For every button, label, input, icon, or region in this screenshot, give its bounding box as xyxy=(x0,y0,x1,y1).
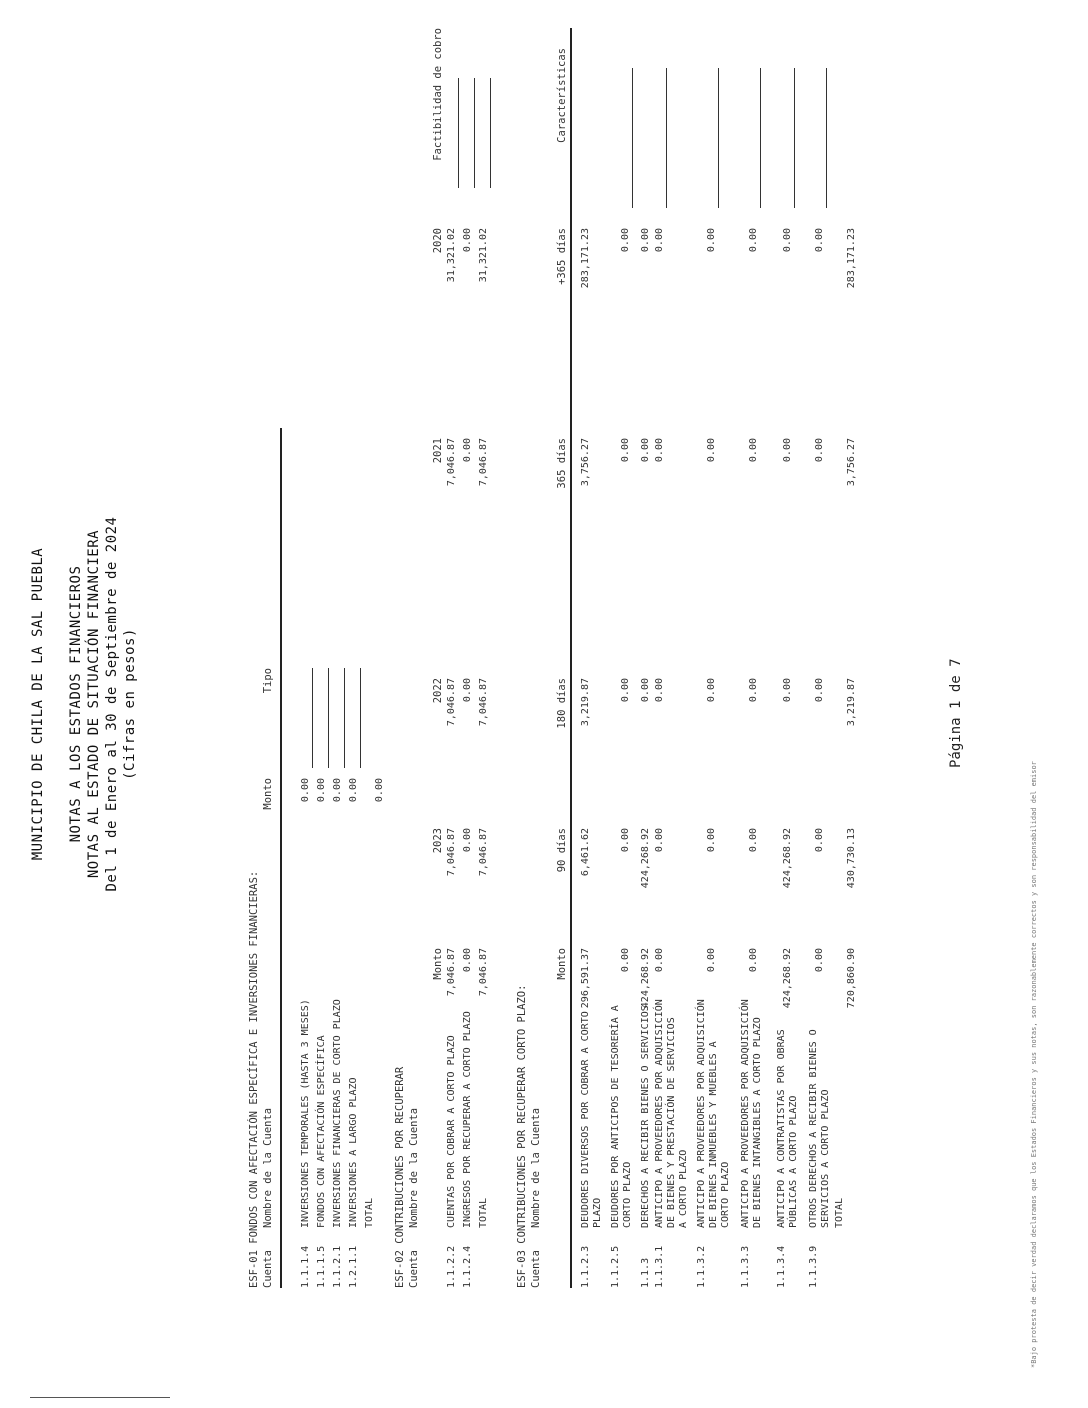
table-row-nombre: ANTICIPO A PROVEEDORES POR ADQUISICIÓN xyxy=(654,999,665,1228)
period-title: Del 1 de Enero al 30 de Septiembre de 2024 xyxy=(104,516,120,892)
cell-2023: 0.00 xyxy=(462,828,473,853)
cell-monto: 0.00 xyxy=(706,948,717,973)
cell-mas365: 283,171.23 xyxy=(580,228,591,289)
cell-180: 0.00 xyxy=(782,678,793,703)
cell-90: 0.00 xyxy=(654,828,665,853)
fill-line xyxy=(632,68,633,208)
cell-monto: 7,046.87 xyxy=(446,948,457,997)
esf01-header-rule xyxy=(280,428,282,1288)
fill-line xyxy=(360,668,361,768)
table-row-monto: 0.00 xyxy=(332,778,343,803)
esf03-header-rule xyxy=(570,28,572,1288)
table-row-nombre: DEUDORES DIVERSOS POR COBRAR A CORTO xyxy=(580,1011,591,1228)
cell-monto: 0.00 xyxy=(748,948,759,973)
cell-monto: 0.00 xyxy=(814,948,825,973)
table-row-nombre: CORTO PLAZO xyxy=(622,1161,633,1228)
table-row-nombre: ANTICIPO A PROVEEDORES POR ADQUISICIÓN xyxy=(696,999,707,1228)
table-row-nombre: FONDOS CON AFECTACIÓN ESPECÍFICA xyxy=(316,1035,327,1228)
esf03-col-monto: Monto xyxy=(556,948,568,980)
table-row-nombre: PLAZO xyxy=(592,1197,603,1228)
footer-note: *Bajo protesta de decir verdad declaramos que los Estados Financieros y sus notas, son razonablemente correctos y son responsabilidad del emisor xyxy=(1030,761,1038,1368)
esf02-col-2023: 2023 xyxy=(432,828,444,854)
table-row-nombre: DE BIENES INMUEBLES Y MUEBLES A xyxy=(708,1041,719,1228)
cell-2023: 7,046.87 xyxy=(446,828,457,877)
esf03-col-cuenta: Cuenta xyxy=(530,1250,542,1288)
cell-365: 0.00 xyxy=(782,438,793,463)
esf01-col-cuenta: Cuenta xyxy=(262,1250,274,1288)
table-row-nombre: DE BIENES INTANGIBLES A CORTO PLAZO xyxy=(752,1017,763,1228)
cell-180: 0.00 xyxy=(620,678,631,703)
esf03-col-nombre: Nombre de la Cuenta xyxy=(530,1107,542,1228)
cell-2021: 7,046.87 xyxy=(446,438,457,487)
cell-2020: 0.00 xyxy=(462,228,473,253)
fill-line xyxy=(666,68,667,208)
cell-180: 0.00 xyxy=(706,678,717,703)
cell-2022: 0.00 xyxy=(462,678,473,703)
table-row-nombre: OTROS DERECHOS A RECIBIR BIENES O xyxy=(808,1029,819,1228)
fill-line xyxy=(490,78,491,188)
cell-90: 0.00 xyxy=(620,828,631,853)
fill-line xyxy=(328,668,329,768)
cell-180: 0.00 xyxy=(640,678,651,703)
cell-365: 0.00 xyxy=(706,438,717,463)
cell-90: 0.00 xyxy=(706,828,717,853)
esf03-col-mas365: +365 días xyxy=(556,228,568,285)
table-row-cuenta: 1.1.3.9 xyxy=(808,1245,819,1288)
total-label: TOTAL xyxy=(834,1197,845,1228)
table-row-monto: 0.00 xyxy=(300,778,311,803)
cell-mas365: 0.00 xyxy=(620,228,631,253)
table-row-nombre: DE BIENES Y PRESTACIÓN DE SERVICIOS xyxy=(666,1017,677,1228)
cell-mas365: 0.00 xyxy=(654,228,665,253)
table-row-nombre: PÚBLICAS A CORTO PLAZO xyxy=(788,1095,799,1228)
esf01-col-tipo: Tipo xyxy=(262,668,274,694)
total-mas365: 283,171.23 xyxy=(846,228,857,289)
table-row-monto: 0.00 xyxy=(316,778,327,803)
esf02-col-2022: 2022 xyxy=(432,678,444,704)
table-row-nombre: CORTO PLAZO xyxy=(720,1161,731,1228)
table-row-cuenta: 1.2.1.1 xyxy=(348,1245,359,1288)
esf03-col-caracteristicas: Características xyxy=(556,48,568,143)
table-row-nombre: INGRESOS POR RECUPERAR A CORTO PLAZO xyxy=(462,1011,473,1228)
total-monto: 0.00 xyxy=(374,778,385,803)
cell-180: 0.00 xyxy=(748,678,759,703)
table-row-cuenta: 1.1.1.5 xyxy=(316,1245,327,1288)
esf02-col-monto: Monto xyxy=(432,948,444,980)
cell-mas365: 0.00 xyxy=(640,228,651,253)
cell-90: 0.00 xyxy=(748,828,759,853)
fill-line xyxy=(826,68,827,208)
total-monto: 7,046.87 xyxy=(478,948,489,997)
esf02-col-nombre: Nombre de la Cuenta xyxy=(408,1107,420,1228)
table-row-monto: 0.00 xyxy=(348,778,359,803)
table-row-cuenta: 1.1.3.1 xyxy=(654,1245,665,1288)
table-row-nombre: ANTICIPO A CONTRATISTAS POR OBRAS xyxy=(776,1029,787,1228)
fill-line xyxy=(312,668,313,768)
table-row-nombre: A CORTO PLAZO xyxy=(678,1149,689,1228)
total-2021: 7,046.87 xyxy=(478,438,489,487)
cell-365: 0.00 xyxy=(814,438,825,463)
cell-monto: 424,268.92 xyxy=(782,948,793,1009)
table-row-cuenta: 1.1.1.4 xyxy=(300,1245,311,1288)
total-monto: 720,860.90 xyxy=(846,948,857,1009)
cell-90: 6,461.62 xyxy=(580,828,591,877)
cell-365: 0.00 xyxy=(620,438,631,463)
cell-monto: 424,268.92 xyxy=(640,948,651,1009)
cell-365: 0.00 xyxy=(640,438,651,463)
units-title: (Cifras en pesos) xyxy=(122,628,138,780)
esf02-col-2021: 2021 xyxy=(432,438,444,464)
table-row-nombre: CUENTAS POR COBRAR A CORTO PLAZO xyxy=(446,1035,457,1228)
cell-mas365: 0.00 xyxy=(782,228,793,253)
cell-monto: 0.00 xyxy=(462,948,473,973)
cell-mas365: 0.00 xyxy=(748,228,759,253)
table-row-cuenta: 1.1.2.5 xyxy=(610,1245,621,1288)
cell-180: 0.00 xyxy=(814,678,825,703)
total-2023: 7,046.87 xyxy=(478,828,489,877)
table-row-cuenta: 1.1.2.1 xyxy=(332,1245,343,1288)
esf02-col-factibilidad: Factibilidad de cobro xyxy=(432,28,444,161)
table-row-nombre: SERVICIOS A CORTO PLAZO xyxy=(820,1089,831,1228)
esf03-col-180: 180 días xyxy=(556,678,568,729)
total-2020: 31,321.02 xyxy=(478,228,489,283)
table-row-cuenta: 1.1.3.3 xyxy=(740,1245,751,1288)
table-row-nombre: INVERSIONES FINANCIERAS DE CORTO PLAZO xyxy=(332,999,343,1228)
cell-monto: 0.00 xyxy=(620,948,631,973)
edge-rule xyxy=(30,1397,170,1398)
esf03-col-365: 365 días xyxy=(556,438,568,489)
fill-line xyxy=(794,68,795,208)
cell-2020: 31,321.02 xyxy=(446,228,457,283)
esf02-col-cuenta: Cuenta xyxy=(408,1250,420,1288)
notes-subtitle: NOTAS AL ESTADO DE SITUACIÓN FINANCIERA xyxy=(86,529,102,879)
table-row-nombre: ANTICIPO A PROVEEDORES POR ADQUISICIÓN xyxy=(740,999,751,1228)
cell-180: 0.00 xyxy=(654,678,665,703)
cell-90: 424,268.92 xyxy=(640,828,651,889)
total-2022: 7,046.87 xyxy=(478,678,489,727)
cell-365: 0.00 xyxy=(654,438,665,463)
esf03-title: ESF-03 CONTRIBUCIONES POR RECUPERAR CORTO PLAZO: xyxy=(516,984,528,1288)
cell-2021: 0.00 xyxy=(462,438,473,463)
cell-365: 0.00 xyxy=(748,438,759,463)
esf02-title: ESF-02 CONTRIBUCIONES POR RECUPERAR xyxy=(394,1066,406,1288)
page-number: Página 1 de 7 xyxy=(948,658,964,768)
total-90: 430,730.13 xyxy=(846,828,857,889)
table-row-nombre: INVERSIONES TEMPORALES (HASTA 3 MESES) xyxy=(300,999,311,1228)
esf01-title: ESF-01 FONDOS CON AFECTACIÓN ESPECÍFICA E INVERSIONES FINANCIERAS: xyxy=(248,870,260,1288)
table-row-nombre: INVERSIONES A LARGO PLAZO xyxy=(348,1077,359,1228)
table-row-cuenta: 1.1.2.4 xyxy=(462,1245,473,1288)
esf02-col-2020: 2020 xyxy=(432,228,444,254)
fill-line xyxy=(718,68,719,208)
cell-mas365: 0.00 xyxy=(706,228,717,253)
table-row-cuenta: 1.1.2.3 xyxy=(580,1245,591,1288)
esf01-col-nombre: Nombre de la Cuenta xyxy=(262,1107,274,1228)
table-row-cuenta: 1.1.3.2 xyxy=(696,1245,707,1288)
fill-line xyxy=(760,68,761,208)
cell-monto: 296,591.37 xyxy=(580,948,591,1009)
total-label: TOTAL xyxy=(364,1197,375,1228)
entity-title: MUNICIPIO DE CHILA DE LA SAL PUEBLA xyxy=(30,547,46,861)
esf03-col-90: 90 días xyxy=(556,828,568,873)
table-row-cuenta: 1.1.3 xyxy=(640,1257,651,1288)
table-row-nombre: DEUDORES POR ANTICIPOS DE TESORERÍA A xyxy=(610,1005,621,1228)
cell-mas365: 0.00 xyxy=(814,228,825,253)
notes-title: NOTAS A LOS ESTADOS FINANCIEROS xyxy=(68,565,84,843)
cell-90: 424,268.92 xyxy=(782,828,793,889)
table-row-cuenta: 1.1.2.2 xyxy=(446,1245,457,1288)
cell-365: 3,756.27 xyxy=(580,438,591,487)
total-365: 3,756.27 xyxy=(846,438,857,487)
total-label: TOTAL xyxy=(478,1197,489,1228)
cell-90: 0.00 xyxy=(814,828,825,853)
table-row-cuenta: 1.1.3.4 xyxy=(776,1245,787,1288)
cell-monto: 0.00 xyxy=(654,948,665,973)
fill-line xyxy=(344,668,345,768)
esf01-col-monto: Monto xyxy=(262,778,274,810)
cell-2022: 7,046.87 xyxy=(446,678,457,727)
total-180: 3,219.87 xyxy=(846,678,857,727)
cell-180: 3,219.87 xyxy=(580,678,591,727)
fill-line xyxy=(474,78,475,188)
table-row-nombre: DERECHOS A RECIBIR BIENES O SERVICIOS xyxy=(640,1005,651,1228)
fill-line xyxy=(458,78,459,188)
